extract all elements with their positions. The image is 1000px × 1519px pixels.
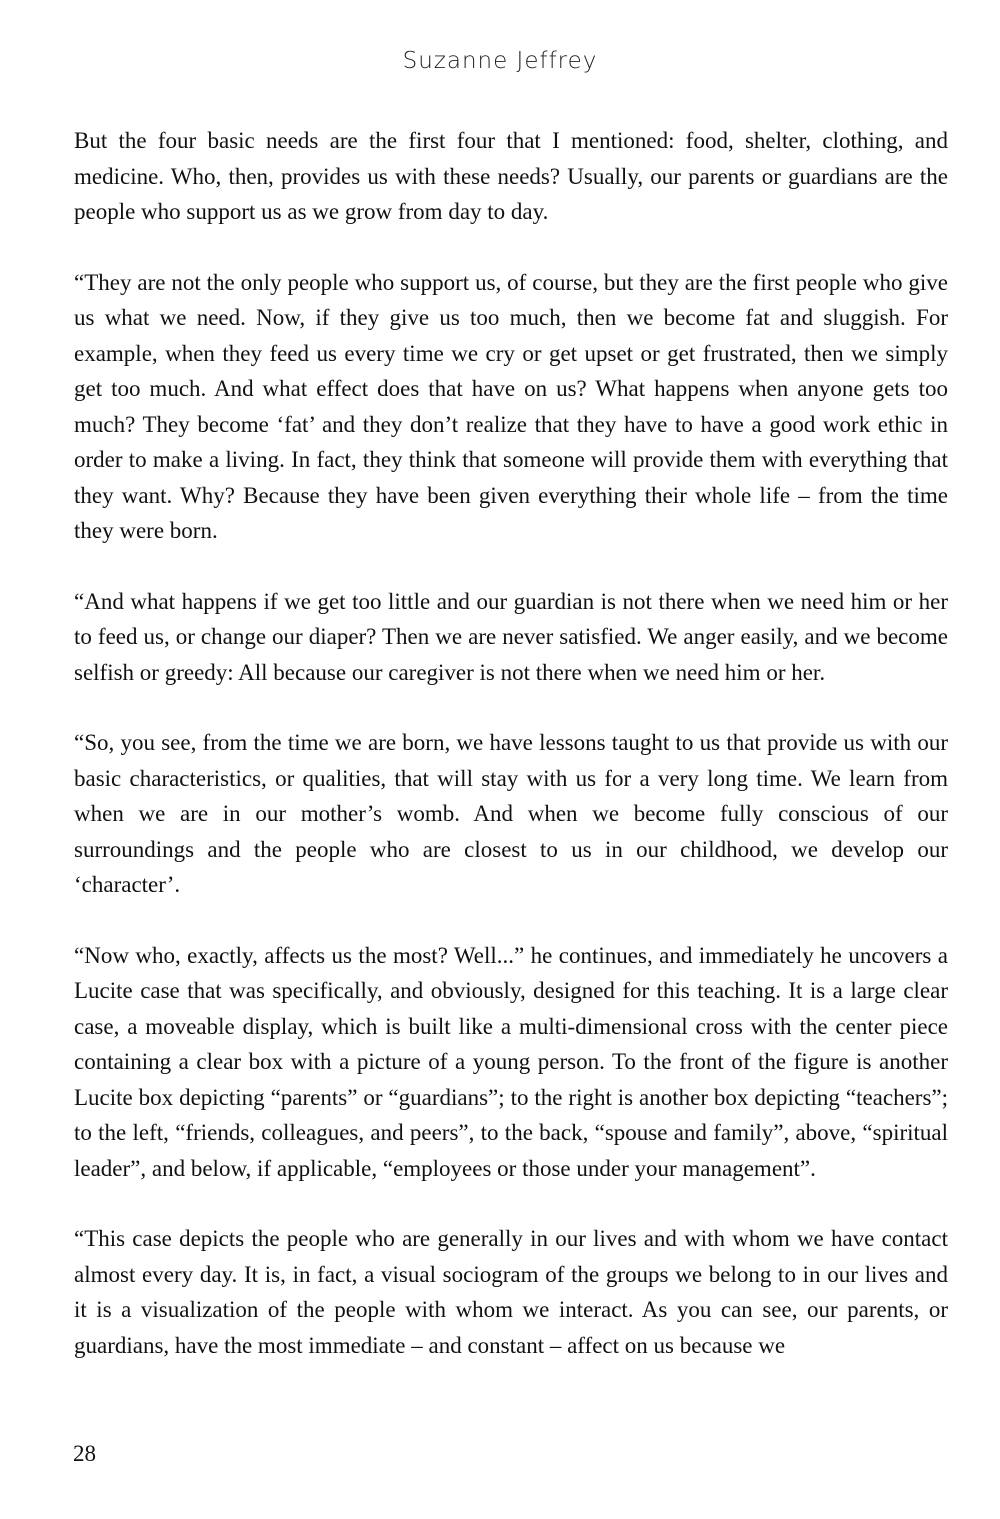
body-text [74,123,948,1363]
paragraph-lucite-case: “Now who, exactly, affects us the most? Well...” he continues, and immediately he uncovers a Lucite case that was specifically, and obviously, designed for this teaching. It is a large clear case, a moveable display, which is built like a multi-dimensional cross with the center piece containing a clear box with a picture of a young person. To the front of the figure is another Lucite box depicting “parents” or “guardians”; to the right is another box depicting “teachers”; to the left, “friends, colleagues, and peers”, to the back, “spouse and family”, above, “spiritual leader”, and below, if applicable, “employees or those under your management”. [74,942,948,1181]
paragraph-sociogram: “This case depicts the people who are generally in our lives and with whom we have contact almost every day. It is, in fact, a visual sociogram of the groups we belong to in our lives and it is a visualization of the people with whom we interact. As you can see, our parents, or guardians, have the most immediate – and constant – affect on us because we [74,1226,948,1358]
paragraph-too-little: “And what happens if we get too little and our guardian is not there when we need him or her to feed us, or change our diaper? Then we are never satisfied. We anger easily, and we become selfish or greedy: All because our caregiver is not there when we need him or her. [74,588,948,685]
paragraph-character: “So, you see, from the time we are born, we have lessons taught to us that provide us with our basic characteristics, or qualities, that will stay with us for a very long time. We learn from when we are in our mother’s womb. And when we become fully conscious of our surroundings and the people who are closest to us in our childhood, we develop our ‘character’. [74,730,948,897]
paragraph-too-much: “They are not the only people who support us, of course, but they are the first people who give us what we need. Now, if they give us too much, then we become fat and sluggish. For example, when they feed us every time we cry or get upset or get frustrated, then we simply get too much. And what effect does that have on us? What happens when anyone gets too much? They become ‘fat’ and they don’t realize that they have to have a good work ethic in order to make a living. In fact, they think that someone will provide them with everything that they want. Why? Because they have been given everything their whole life – from the time they were born. [74,269,948,543]
running-header-author: Suzanne Jeffrey [402,48,598,74]
page-number: 28 [73,1441,96,1466]
paragraph-basic-needs: But the four basic needs are the first four that I mentioned: food, shelter, clothing, and medicine. Who, then, provides us with these needs? Usually, our parents or guardians are the people who support us as we grow from day to day. [74,128,948,224]
